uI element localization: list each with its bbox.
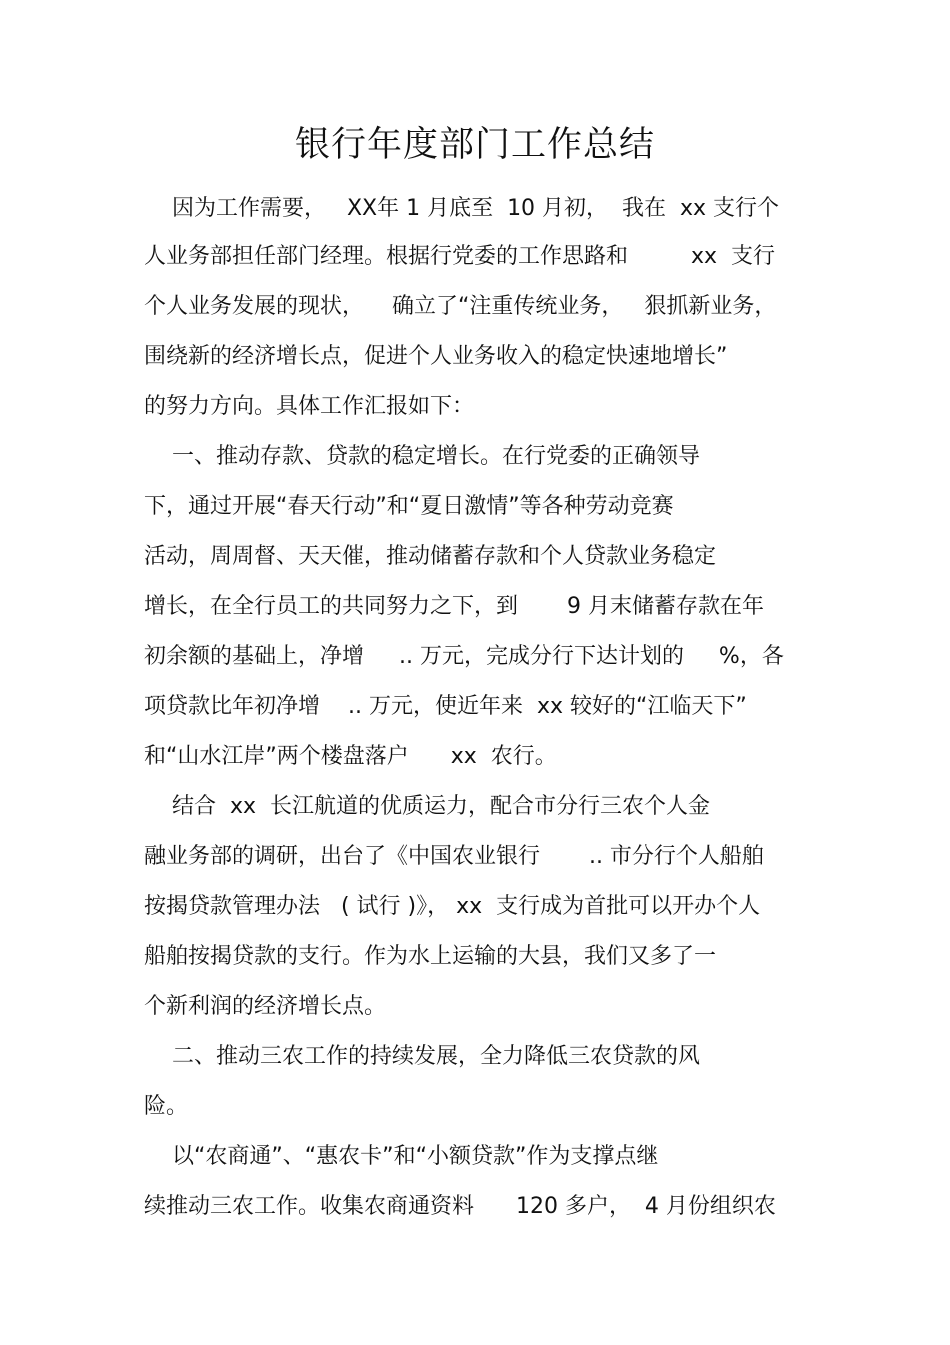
body-line: 个新利润的经济增长点。 bbox=[144, 994, 387, 1019]
body-line: 围绕新的经济增长点，促进个人业务收入的稳定快速地增长” bbox=[144, 344, 728, 369]
body-line: 按揭贷款管理办法 ( 试行 )》， xx 支行成为首批可以开办个人 bbox=[144, 894, 761, 919]
body-line: 的努力方向。具体工作汇报如下： bbox=[144, 394, 475, 419]
body-line: 项贷款比年初净增 .. 万元，使近年来 xx 较好的“江临天下” bbox=[144, 694, 747, 719]
body-line: 以“农商通”、“惠农卡”和“小额贷款”作为支撑点继 bbox=[144, 1144, 659, 1169]
body-line: 因为工作需要， XX年 1 月底至 10 月初， 我在 xx 支行个 bbox=[144, 196, 780, 221]
body-line: 个人业务发展的现状， 确立了“注重传统业务， 狠抓新业务， bbox=[144, 294, 777, 319]
body-line: 和“山水江岸”两个楼盘落户 xx 农行。 bbox=[144, 744, 557, 769]
body-line: 续推动三农工作。收集农商通资料 120 多户， 4 月份组织农 bbox=[144, 1194, 776, 1219]
body-line: 二、推动三农工作的持续发展，全力降低三农贷款的风 bbox=[144, 1044, 700, 1069]
body-line: 融业务部的调研，出台了《中国农业银行 .. 市分行个人船舶 bbox=[144, 844, 764, 869]
body-line: 人业务部担任部门经理。根据行党委的工作思路和 xx 支行 bbox=[144, 244, 775, 269]
body-line: 结合 xx 长江航道的优质运力，配合市分行三农个人金 bbox=[144, 794, 710, 819]
document-title: 银行年度部门工作总结 bbox=[294, 125, 655, 165]
body-line: 增长，在全行员工的共同努力之下，到 9 月末储蓄存款在年 bbox=[144, 594, 764, 619]
body-line: 下，通过开展“春天行动”和“夏日激情”等各种劳动竞赛 bbox=[144, 494, 674, 519]
body-line: 险。 bbox=[144, 1094, 189, 1119]
body-line: 初余额的基础上，净增 .. 万元，完成分行下达计划的 %，各 bbox=[144, 644, 784, 669]
body-line: 活动，周周督、天天催，推动储蓄存款和个人贷款业务稳定 bbox=[144, 544, 717, 569]
body-line: 一、推动存款、贷款的稳定增长。在行党委的正确领导 bbox=[144, 444, 700, 469]
body-line: 船舶按揭贷款的支行。作为水上运输的大县，我们又多了一 bbox=[144, 944, 717, 969]
